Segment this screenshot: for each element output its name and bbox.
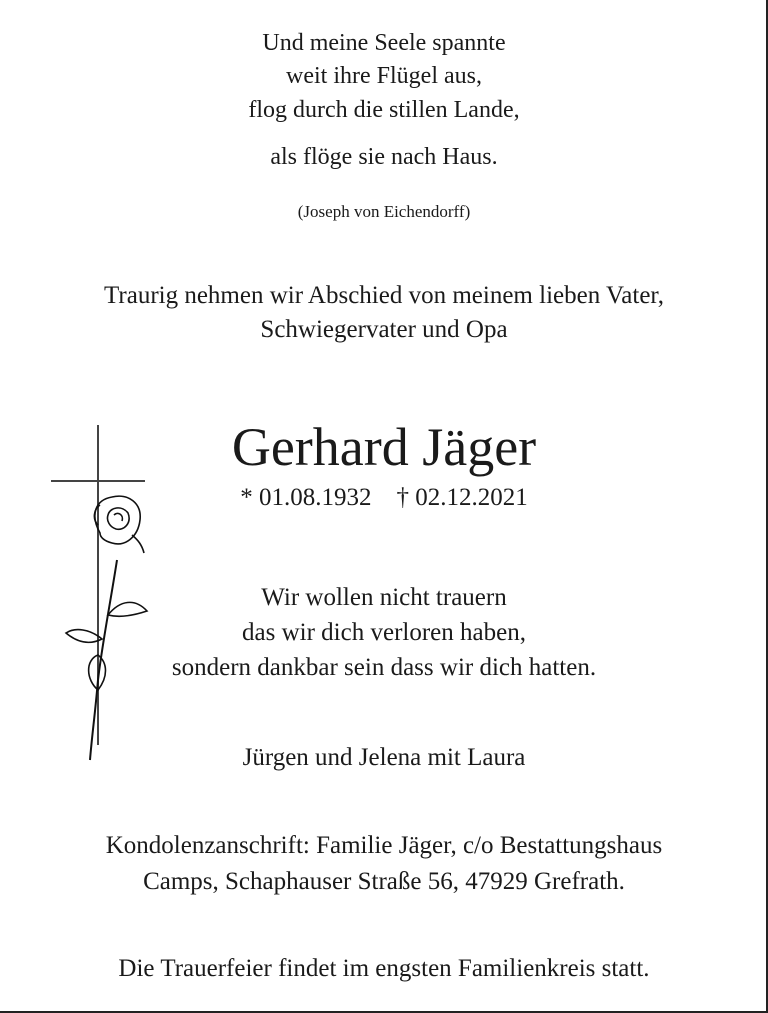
condolence-line: Camps, Schaphauser Straße 56, 47929 Grefrath. bbox=[143, 868, 625, 895]
poem-line: Und meine Seele spannte bbox=[262, 30, 506, 56]
poem-line: als flöge sie nach Haus. bbox=[270, 144, 498, 170]
quote-line: das wir dich verloren haben, bbox=[242, 619, 526, 646]
deceased-name: Gerhard Jäger bbox=[231, 417, 537, 477]
birth-date: * 01.08.1932 bbox=[240, 484, 372, 511]
condolence-line: Kondolenzanschrift: Familie Jäger, c/o Bestattungshaus bbox=[105, 832, 663, 859]
intro-line: Traurig nehmen wir Abschied von meinem lieben Vater, bbox=[104, 282, 664, 309]
family-signature: Jürgen und Jelena mit Laura bbox=[242, 744, 526, 771]
poem-line: flog durch die stillen Lande, bbox=[248, 97, 520, 123]
quote-line: sondern dankbar sein dass wir dich hatten. bbox=[171, 654, 597, 681]
poem-author: (Joseph von Eichendorff) bbox=[297, 202, 471, 221]
quote-line: Wir wollen nicht trauern bbox=[261, 584, 507, 611]
poem-line: weit ihre Flügel aus, bbox=[286, 63, 482, 89]
intro-line: Schwiegervater und Opa bbox=[260, 316, 508, 343]
death-date: † 02.12.2021 bbox=[396, 484, 528, 511]
ceremony-note: Die Trauerfeier findet im engsten Familienkreis statt. bbox=[118, 955, 650, 982]
